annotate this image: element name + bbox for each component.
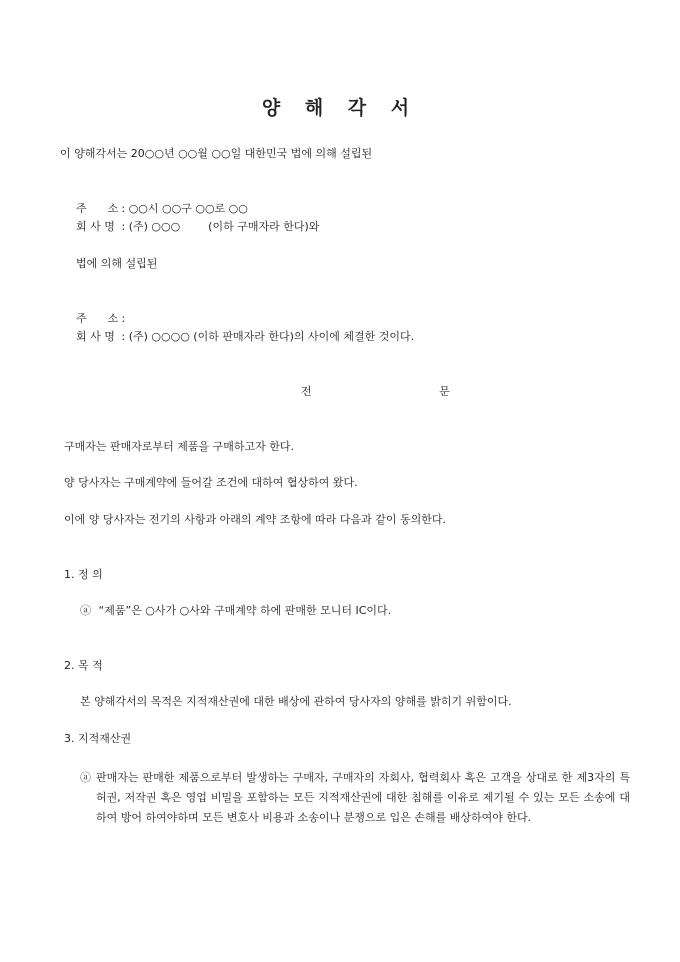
preamble-paragraph: 양 당사자는 구매계약에 들어갈 조건에 대하여 협상하여 왔다. <box>64 476 358 489</box>
circled-a-marker: ⓐ <box>80 771 91 784</box>
party1-company-row <box>76 220 319 234</box>
party1-address-row <box>76 202 248 216</box>
section-1-item <box>80 604 391 618</box>
preamble-heading: 전 문 <box>301 385 512 398</box>
party1-company-label: 회 사 명 <box>76 220 115 233</box>
party1-company-value: : (주) ○○○ (이하 구매자라 한다)와 <box>121 220 320 233</box>
document-title: 양 해 각 서 <box>261 97 419 119</box>
intro-line: 이 양해각서는 20○○년 ○○월 ○○일 대한민국 법에 의해 설립된 <box>60 147 373 160</box>
party2-address-label: 주 소 <box>76 312 119 325</box>
established-line: 법에 의해 설립된 <box>76 257 158 270</box>
party2-company-value: : (주) ○○○○ (이하 판매자라 한다)의 사이에 체결한 것이다. <box>121 330 415 343</box>
party1-address-label: 주 소 <box>76 202 119 215</box>
preamble-paragraph: 구매자는 판매자로부터 제품을 구매하고자 한다. <box>64 440 295 453</box>
section-3-text: 판매자는 판매한 제품으로부터 발생하는 구매자, 구매자의 자회사, 협력회사 혹은 고객을 상대로 한 제3자의 특허권, 저작권 혹은 영업 비밀을 포함하는 모든 지적재산권에 대한 침해를 이유로 제기될 수 있는 모든 소송에 대하여 방어 하여야하며 모든 변호사 비용과 소송이나 분쟁으로 입은 손해를 배상하여야 한다. <box>96 771 630 824</box>
section-heading-purpose: 2. 목 적 <box>64 659 103 672</box>
section-1-text: “제품”은 ○사가 ○사와 구매계약 하에 판매한 모니터 IC이다. <box>98 604 392 617</box>
party1-address-value: : ○○시 ○○구 ○○로 ○○ <box>121 202 248 215</box>
section-2-text: 본 양해각서의 목적은 지적재산권에 대한 배상에 관하여 당사자의 양해를 밝히기 위함이다. <box>80 695 512 708</box>
section-heading-definitions: 1. 정 의 <box>64 568 103 581</box>
party2-address-row <box>76 312 125 326</box>
circled-a-marker: ⓐ <box>80 604 91 617</box>
party2-company-row <box>76 330 414 344</box>
party2-company-label: 회 사 명 <box>76 330 115 343</box>
party2-address-value: : <box>121 312 126 325</box>
preamble-paragraph: 이에 양 당사자는 전기의 사항과 아래의 계약 조항에 따라 다음과 같이 동의한다. <box>64 513 446 526</box>
section-heading-ip: 3. 지적재산권 <box>64 732 132 745</box>
